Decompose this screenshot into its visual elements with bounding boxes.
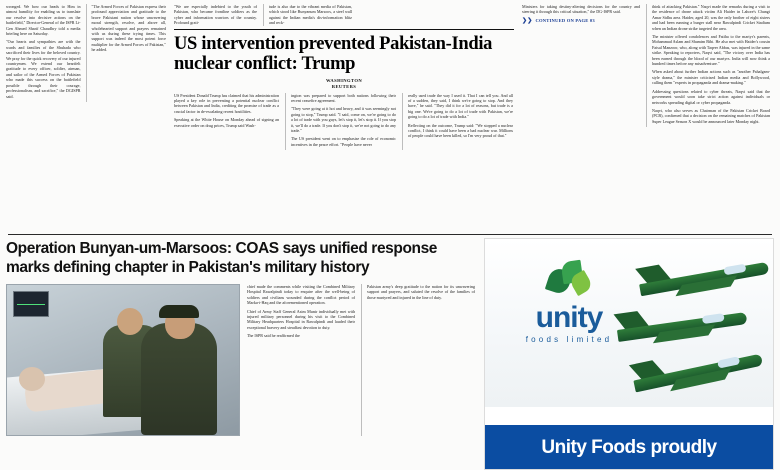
officer-cap	[159, 305, 199, 318]
main-story-col-2: ington was prepared to support both nations following their recent ceasefire agreement. "They were going at it hot and heavy, and it was seemingly not going to stop," Trump said. "I said, come on, we're going to do a lot of trade with you guys, let's stop it, let's stop it. If you stop it, we'll do a trade. If you don't stop it, we're not going to do any trade." The US president went on to emphasise the role of economic incentives in the peace effort. "People have never	[285, 93, 396, 151]
lower-section	[0, 238, 780, 470]
brand-subtitle: foods limited	[525, 335, 613, 344]
medic-head	[117, 308, 143, 335]
continued-label: CONTINUED ON PAGE 03	[535, 18, 595, 24]
top-section	[0, 0, 780, 232]
left-column-text-a: wronged. We bow our heads to Him in utmost humility for enabling us to translate our resolve into decisive actions on the battlefield," Director-General of the ISPR Lt-Gen Ahmed Sharif Chaudhry told a media briefing here on Saturday. "Our hearts and sympathies are with the wards and families of the Shuhada who sacrificed their lives for the beloved country. We pray for the quick recovery of our injured countrymen. We extend our heartfelt gratitude to every officer, soldier, airman, and sailor of the Armed Forces of Pakistan who made this success on the battlefield possible through their courage, professionalism, and sacrifice," the DGISPR said.	[6, 4, 81, 99]
patient-head	[19, 367, 45, 391]
fighter-jet-icon	[631, 344, 764, 400]
main-headline: US intervention prevented Pakistan-India nuclear conflict: Trump	[174, 29, 514, 74]
dateline-city: WASHINGTON	[325, 77, 363, 83]
hospital-photo	[6, 284, 240, 436]
left-column-text-b: "The Armed Forces of Pakistan express their profound appreciation and gratitude to the brave Pakistani nation whose unwavering moral strength, resolve, and above all, wholehearted support and prayers remained with us during these trying times. This support was indeed the most potent force multiplier for the Armed Forces of Pakistan," he added.	[86, 4, 167, 102]
secondary-story-col-2: Pakistan army's deep gratitude to the nation for its unwavering support and prayers, and saluted the resolve of the families of those martyred and injured in the line of duty.	[361, 284, 475, 436]
secondary-story-col-1: chief made the comments while visiting the Combined Military Hospital Rawalpindi today to enquire after the well-being of soldiers and civilians wounded during the conflict period of Marka-i-Haq and the aforementioned operation. Chief of Army Staff General Asim Munir individually met with injured military personnel during his visit to the Combined Military Headquarters Hospital in Rawalpindi and lauded their exceptional bravery and steadfast devotion to duty. The ISPR said he reaffirmed the	[247, 284, 355, 339]
left-column-strip	[6, 4, 166, 232]
secondary-headline: Operation Bunyan-um-Marsoos: COAS says unified response marks defining chapter in Pakistan's military history	[6, 240, 438, 276]
section-divider	[8, 234, 772, 235]
fighter-jet-icon	[637, 252, 770, 304]
officer-figure	[141, 323, 217, 435]
main-story	[174, 4, 514, 232]
continued-link[interactable]	[522, 18, 640, 24]
right-column-strip	[522, 4, 774, 232]
secondary-story	[6, 238, 476, 470]
brand-name: unity	[535, 301, 603, 334]
double-arrow-icon: ❯❯	[522, 17, 533, 24]
main-story-precol-b: tude is also due to the vibrant media of Pakistan, which stood like Bunyanum Marsoos, a steel wall against the Indian media's dis-information blitz and reck-	[263, 4, 352, 26]
dateline-agency: REUTERS	[331, 83, 357, 89]
right-column-text-a: Ministers for taking destiny-altering decisions for the country and steering it through this critical situation," the DG-ISPR said.	[522, 4, 640, 15]
unity-foods-advertisement[interactable]	[484, 238, 774, 470]
brand-logo	[509, 259, 629, 344]
right-column-text-b: think of attacking Pakistan." Naqvi made the remarks during a visit to the residence of drone attack victim Ali Haider in Lahore's Chungi Amar Sidhu area. Haider, aged 20, was the only brother of eight sisters and had been running a burger stall near Rawalpindi Cricket Stadium when an Indian drone strike targeted the area. The minister offered condolences and Fatiha to the martyr's parents, Mohammad Aslam and Shamim Bibi. He also met with Haider's cousin Faisal Manzoor, who, along with Taqeer Abbas, was injured in the same strike. Speaking to reporters, Naqvi said, "The victory over India has been earned through the blood of our martyrs. India will now think a hundred times before any misadventure." When asked about further Indian actions such as "another Pahalgam-style drama," the minister criticised Indian media and Bollywood, calling them "experts in propaganda and drama-making." Addressing questions related to cyber threats, Naqvi said that the government would soon take strict action against individuals or networks spreading digital or cyber propaganda. Naqvi, who also serves as Chairman of the Pakistan Cricket Board (PCB), confirmed that a decision on the remaining matches of Pakistan Super League Season X would be announced later Monday night.	[646, 4, 770, 127]
main-story-col-3: really used trade the way I used it. That I can tell you. And all of a sudden, they said, I think we're going to stop. And they have," he said. "They did it for a lot of reasons, but trade is a big one. We're going to do a lot of trade with Pakistan, we're going to do a lot of trade with India." Reflecting on the outcome, Trump said: "We stopped a nuclear conflict, I think it could have been a bad nuclear war. Millions of people could have been killed, so I'm very proud of that."	[402, 93, 513, 151]
ad-banner	[485, 425, 773, 469]
main-story-col-1: US President Donald Trump has claimed that his administration played a key role in preventing a potential nuclear conflict between Pakistan and India, crediting the promise of trade as a crucial factor in de-escalating recent hostilities. Speaking at the White House on Monday ahead of signing an executive order on drug prices, Trump said Wash-	[174, 92, 279, 128]
advertisement-area	[484, 238, 774, 470]
main-story-precol-a: "We are especially indebted to the youth of Pakistan, who became frontline soldiers as the cyber and information warriors of the country. Profound grati-	[174, 4, 257, 26]
fighter-jet-icon	[616, 302, 749, 350]
ad-tagline: Unity Foods proudly	[541, 436, 717, 458]
ecg-line-icon	[17, 304, 45, 305]
leaf-icon	[546, 259, 592, 299]
medical-monitor-icon	[13, 291, 49, 317]
main-story-dateline	[174, 78, 514, 90]
